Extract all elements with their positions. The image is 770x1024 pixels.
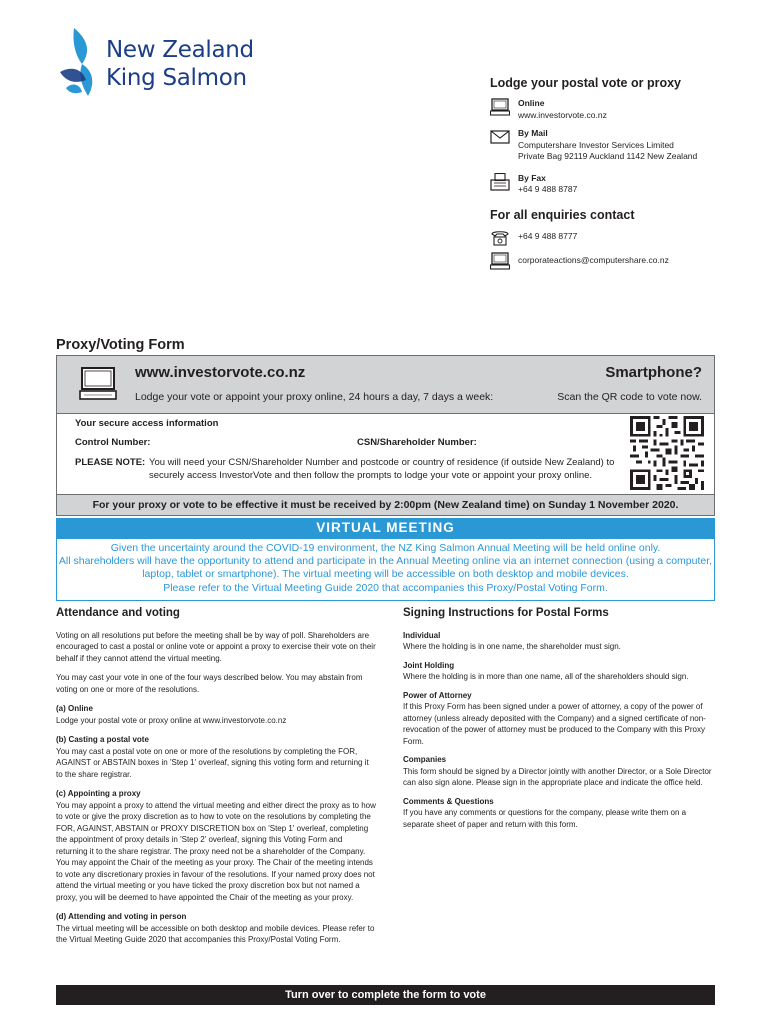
envelope-icon bbox=[490, 128, 510, 146]
option-postal-vote-title: (b) Casting a postal vote bbox=[56, 735, 149, 744]
comments-text: If you have any comments or questions for the company, please write them on a separate sheet of paper and return with this form. bbox=[403, 808, 687, 829]
please-note-label: PLEASE NOTE: bbox=[75, 457, 146, 468]
signing-heading: Signing Instructions for Postal Forms bbox=[403, 607, 609, 619]
joint-text: Where the holding is in more than one name, all of the shareholders should sign. bbox=[403, 672, 689, 681]
attendance-column bbox=[56, 608, 376, 954]
virtual-meeting-heading: VIRTUAL MEETING bbox=[56, 518, 715, 538]
qr-code-icon[interactable] bbox=[629, 416, 705, 490]
lodge-section bbox=[490, 76, 750, 278]
telephone-icon bbox=[490, 228, 510, 246]
option-in-person bbox=[56, 911, 376, 946]
online-voting-panel bbox=[56, 355, 715, 414]
lodge-heading: Lodge your postal vote or proxy bbox=[490, 76, 681, 90]
virtual-meeting-panel bbox=[56, 538, 715, 601]
option-online-text: Lodge your postal vote or proxy online at www.investorvote.co.nz bbox=[56, 715, 287, 725]
virtual-meeting-line-1: Given the uncertainty around the COVID-19 environment, the NZ King Salmon Annual Meeting will be held online only. bbox=[110, 542, 661, 554]
computer-icon bbox=[490, 252, 510, 270]
secure-access-panel bbox=[56, 414, 715, 494]
enquiries-email bbox=[490, 254, 750, 272]
joint-title: Joint Holding bbox=[403, 660, 455, 670]
fax-number: +64 9 488 8787 bbox=[518, 184, 578, 194]
logo-line-1: New Zealand bbox=[106, 37, 254, 63]
signing-joint bbox=[403, 660, 715, 683]
attendance-paragraph-1: Voting on all resolutions put before the meeting shall be by way of poll. Shareholders are encouraged to cast a postal or online vote or appoint a proxy to exercise their vote on their behalf if they cannot attend the virtual meeting. bbox=[56, 630, 376, 663]
lodge-online bbox=[490, 98, 750, 121]
mail-line-2: Private Bag 92119 Auckland 1142 New Zealand bbox=[518, 151, 698, 161]
option-in-person-title: (d) Attending and voting in person bbox=[56, 912, 187, 921]
comments-title: Comments & Questions bbox=[403, 796, 494, 806]
enquiries-phone bbox=[490, 230, 750, 248]
mail-line-1: Computershare Investor Services Limited bbox=[518, 139, 674, 150]
signing-comments bbox=[403, 796, 715, 831]
investorvote-url[interactable]: www.investorvote.co.nz bbox=[135, 364, 306, 381]
option-postal-vote-text: You may cast a postal vote on one or more of the resolutions by completing the FOR, AGAINST or ABSTAIN boxes in 'Step 1' overleaf, signing this voting form and returning it to the share registrar. bbox=[56, 746, 369, 779]
individual-text: Where the holding is in one name, the shareholder must sign. bbox=[403, 642, 621, 651]
fax-label: By Fax bbox=[518, 172, 546, 183]
attendance-paragraph-2: You may cast your vote in one of the four ways described below. You may abstain from voting on one or more of the resolutions. bbox=[56, 673, 363, 694]
attendance-heading: Attendance and voting bbox=[56, 607, 180, 619]
poa-text: If this Proxy Form has been signed under a power of attorney, a copy of the power of attorney (unless already deposited with the Company) and a signed certificate of non-revocation of the power of attorney must be produced to the Company with this Proxy Form. bbox=[403, 702, 706, 746]
fax-icon bbox=[490, 173, 510, 191]
option-online bbox=[56, 703, 376, 726]
mail-label: By Mail bbox=[518, 128, 548, 138]
online-label: Online bbox=[518, 98, 545, 108]
signing-companies bbox=[403, 754, 715, 789]
smartphone-heading: Smartphone? bbox=[605, 364, 702, 381]
please-note-text: You will need your CSN/Shareholder Number and postcode or country of residence (if outside New Zealand) to securely access InvestorVote and then follow the prompts to lodge your vote or appoint your proxy online. bbox=[149, 457, 615, 481]
logo-line-2: King Salmon bbox=[106, 65, 247, 91]
lodge-mail bbox=[490, 128, 750, 163]
virtual-meeting-line-2: All shareholders will have the opportunity to attend and participate in the Annual Meeting online via an internet connection (using a computer, laptop, tablet or smartphone). The virtual meeting will be accessible on both desktop and mobile devices. bbox=[58, 555, 713, 581]
signing-individual bbox=[403, 630, 715, 653]
enquiries-phone-number: +64 9 488 8777 bbox=[518, 230, 578, 241]
logo-wordmark bbox=[106, 36, 254, 92]
virtual-meeting-line-3: Please refer to the Virtual Meeting Guide 2020 that accompanies this Proxy/Postal Voting Form. bbox=[163, 581, 608, 594]
online-description: Lodge your vote or appoint your proxy online, 24 hours a day, 7 days a week: bbox=[135, 391, 494, 403]
signing-power-of-attorney bbox=[403, 690, 715, 748]
turn-over-banner: Turn over to complete the form to vote bbox=[56, 985, 715, 1005]
deadline-notice: For your proxy or vote to be effective it must be received by 2:00pm (New Zealand time) on Sunday 1 November 2020. bbox=[56, 494, 715, 516]
companies-text: This form should be signed by a Director jointly with another Director, or a Sole Director can also sign alone. Please sign in the appropriate place and indicate the office held. bbox=[403, 766, 712, 787]
signing-column bbox=[403, 608, 715, 837]
option-proxy-title: (c) Appointing a proxy bbox=[56, 789, 141, 798]
option-online-title: (a) Online bbox=[56, 704, 93, 713]
company-logo bbox=[52, 26, 282, 100]
lodge-fax bbox=[490, 173, 750, 196]
smartphone-description: Scan the QR code to vote now. bbox=[557, 391, 702, 403]
poa-title: Power of Attorney bbox=[403, 690, 472, 700]
salmon-leaf-icon bbox=[52, 26, 104, 100]
option-postal-vote bbox=[56, 734, 376, 780]
secure-access-heading: Your secure access information bbox=[75, 418, 219, 429]
individual-title: Individual bbox=[403, 630, 441, 640]
online-url[interactable]: www.investorvote.co.nz bbox=[518, 109, 607, 120]
enquiries-email-address[interactable]: corporateactions@computershare.co.nz bbox=[518, 254, 669, 265]
option-in-person-text: The virtual meeting will be accessible on both desktop and mobile devices. Please refer to the Virtual Meeting Guide 2020 that accompanies this Proxy/Postal Voting Form. bbox=[56, 923, 375, 944]
enquiries-heading: For all enquiries contact bbox=[490, 207, 635, 222]
option-proxy-text: You may appoint a proxy to attend the virtual meeting and either direct the proxy as to how to vote or give the proxy discretion as to how to vote on the resolutions by completing the FOR, AGAINST, ABSTAIN or PROXY DISCRETION box on 'Step 1' overleaf, completing the appointment of proxy details in 'Step 2' overleaf, signing this Voting Form and returning it to the share registrar. The proxy need not be a shareholder of the Company. You may appoint the Chair of the meeting as your proxy. The Chair of the meeting intends to vote any discretionary proxies in favour of the resolutions. If your named proxy does not attend the virtual meeting or you have ticked the proxy discretion box but not named a proxy, you will be deemed to have appointed the Chair of the meeting as your proxy. bbox=[56, 800, 376, 902]
option-proxy bbox=[56, 788, 376, 903]
csn-label: CSN/Shareholder Number: bbox=[357, 437, 477, 448]
computer-icon bbox=[490, 98, 510, 116]
control-number-label: Control Number: bbox=[75, 437, 151, 448]
companies-title: Companies bbox=[403, 755, 447, 764]
form-title: Proxy/Voting Form bbox=[56, 337, 185, 353]
computer-icon bbox=[79, 367, 117, 401]
